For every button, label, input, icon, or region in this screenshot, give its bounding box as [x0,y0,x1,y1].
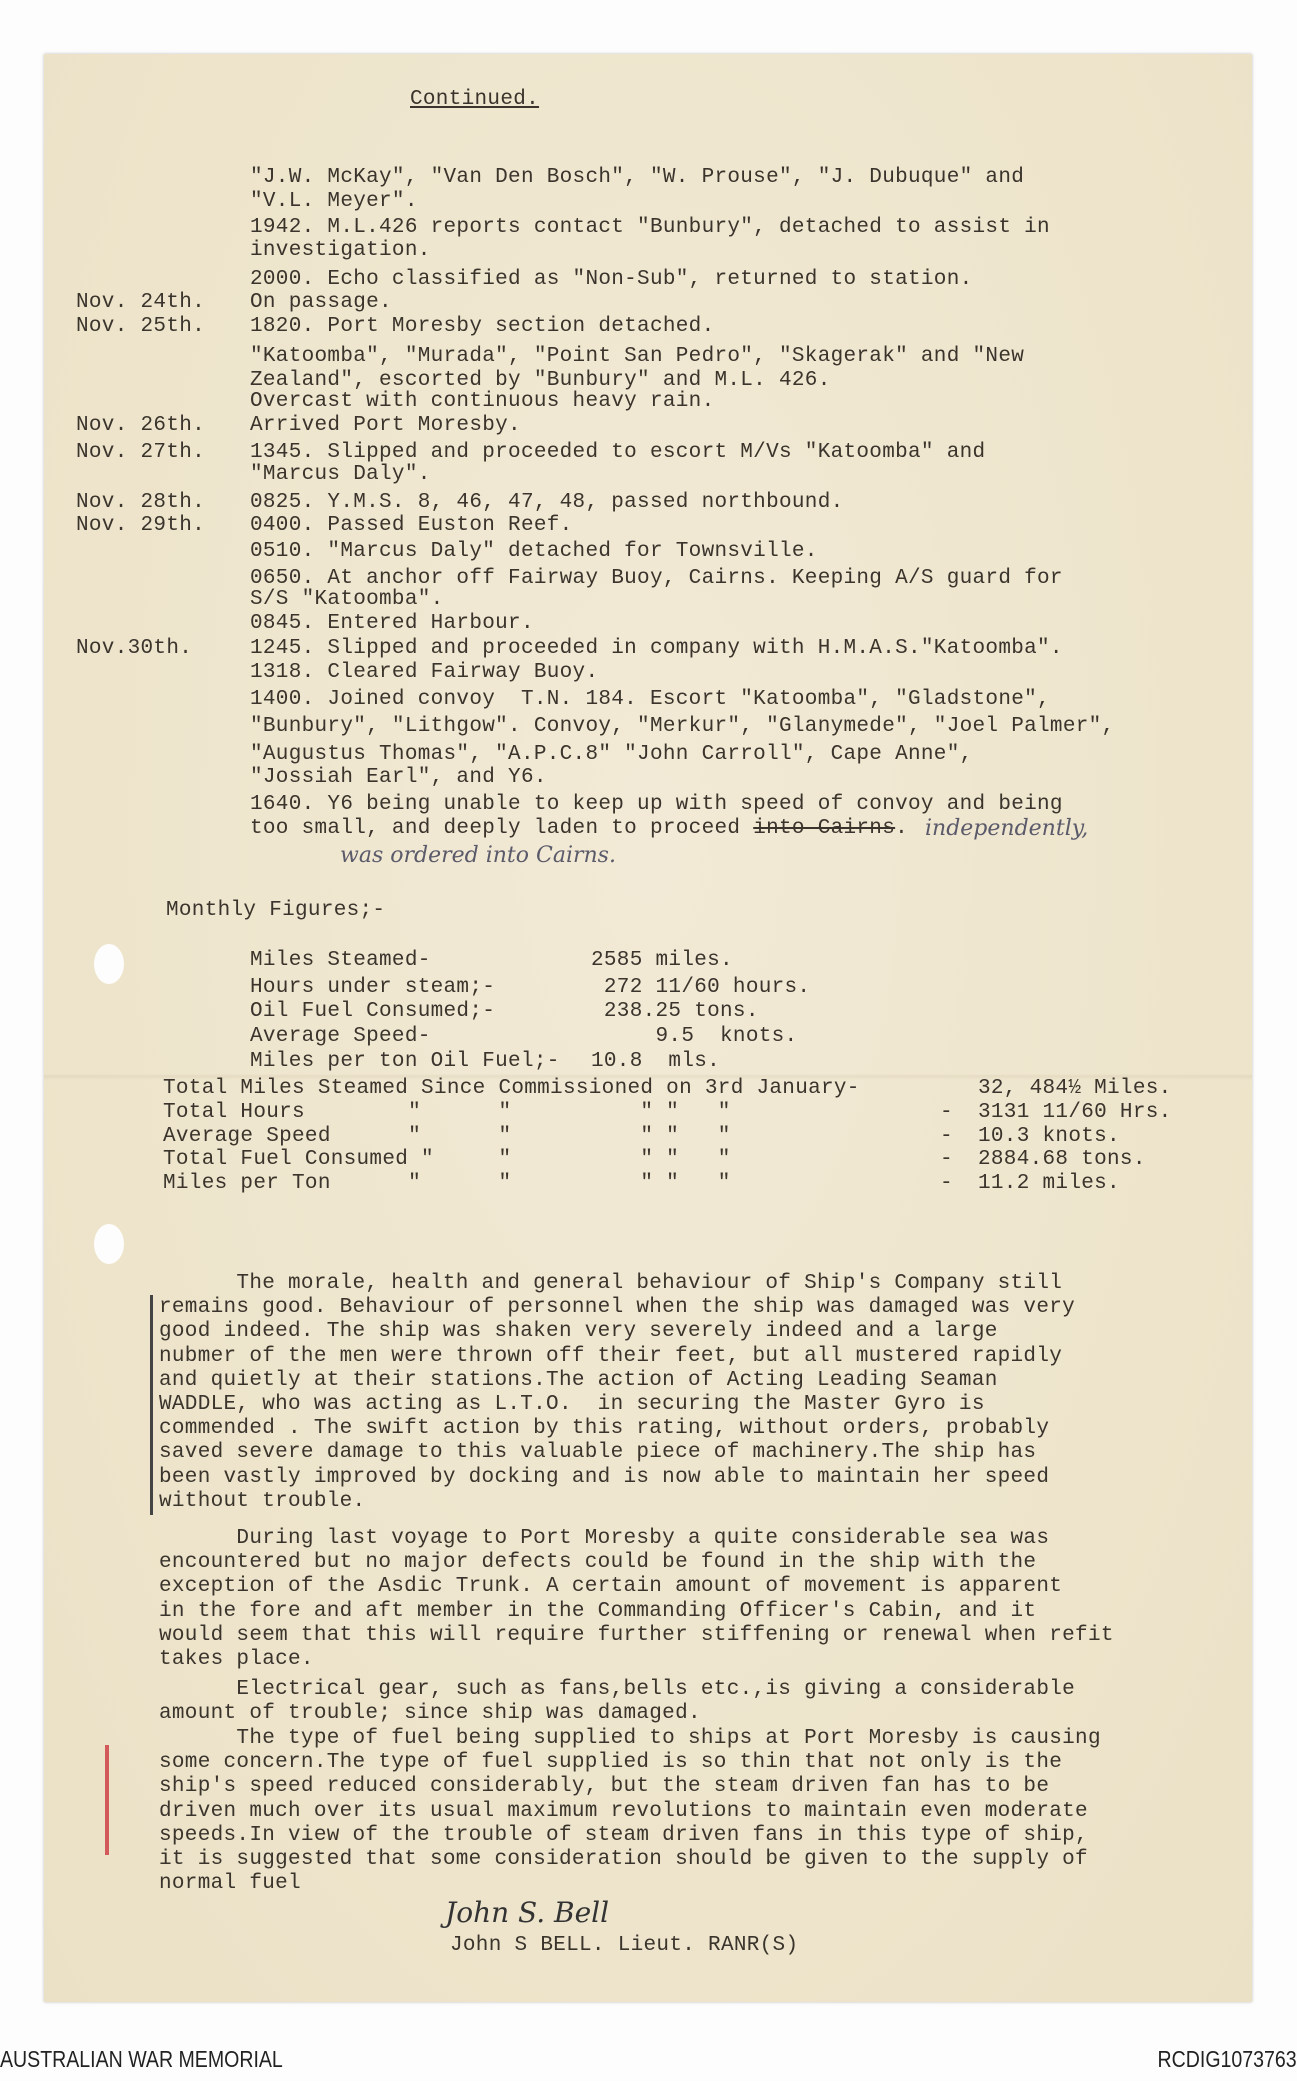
paragraph-line: remains good. Behaviour of personnel when the ship was damaged was very [159,1296,1076,1319]
paragraph-line: takes place. [159,1648,314,1671]
log-entry: "Augustus Thomas", "A.P.C.8" "John Carroll", Cape Anne", [250,743,973,766]
margin-mark [150,1295,153,1515]
text-end: . [895,817,909,840]
paragraph-line: The type of fuel being supplied to ships at Port Moresby is causing [159,1727,1101,1750]
log-entry: "V.L. Meyer". [250,190,418,213]
log-entry: 0510. "Marcus Daly" detached for Townsville. [250,540,818,563]
log-entry: 2000. Echo classified as "Non-Sub", returned to station. [250,268,973,291]
log-date: Nov.30th. [76,637,193,660]
total-value: 11.2 miles. [978,1172,1120,1195]
paragraph-line: Electrical gear, such as fans,bells etc.,is giving a considerable [159,1678,1076,1701]
monthly-value: 238.25 tons. [591,1000,759,1023]
log-date: Nov. 29th. [76,514,206,537]
paragraph-line: would seem that this will require further stiffening or renewal when refit [159,1624,1114,1647]
log-entry: investigation. [250,239,431,262]
paragraph-line: good indeed. The ship was shaken very severely indeed and a large [159,1320,998,1343]
monthly-label: Average Speed- [250,1025,431,1048]
monthly-label: Oil Fuel Consumed;- [250,1000,496,1023]
log-entry: Overcast with continuous heavy rain. [250,390,715,413]
paragraph-line: in the fore and aft member in the Commanding Officer's Cabin, and it [159,1600,1037,1623]
paragraph-line: speeds.In view of the trouble of steam driven fans in this type of ship, [159,1824,1088,1847]
log-entry: S/S "Katoomba". [250,588,444,611]
monthly-value: 272 11/60 hours. [591,976,811,999]
log-entry: On passage. [250,291,392,314]
monthly-title: Monthly Figures;- [166,899,386,922]
paragraph-line: nubmer of the men were thrown off their feet, but all mustered rapidly [159,1345,1063,1368]
monthly-label: Hours under steam;- [250,976,496,999]
log-entry: "Jossiah Earl", and Y6. [250,766,547,789]
paragraph-line: normal fuel [159,1872,301,1895]
paragraph-line: WADDLE, who was acting as L.T.O. in securing the Master Gyro is [159,1393,985,1416]
log-entry: 1318. Cleared Fairway Buoy. [250,661,599,684]
paragraph-line: been vastly improved by docking and is now able to maintain her speed [159,1466,1050,1489]
paragraph-line: exception of the Asdic Trunk. A certain amount of movement is apparent [159,1575,1063,1598]
log-entry: "J.W. McKay", "Van Den Bosch", "W. Prouse", "J. Dubuque" and [250,166,1025,189]
paragraph-line: it is suggested that some consideration should be given to the supply of [159,1848,1088,1871]
handwritten-insert: independently, [925,816,1089,841]
log-entry: 1942. M.L.426 reports contact "Bunbury", detached to assist in [250,216,1050,239]
monthly-value: 9.5 knots. [591,1025,798,1048]
monthly-label: Miles Steamed- [250,949,431,972]
footer-record-id: RCDIG1073763 [1157,2046,1297,2072]
log-entry-amended [250,817,908,841]
punch-hole [94,1224,124,1264]
total-value: 2884.68 tons. [978,1148,1146,1171]
total-value: 10.3 knots. [978,1125,1120,1148]
signature-typed: John S BELL. Lieut. RANR(S) [450,1934,799,1957]
total-dash: - [940,1172,953,1195]
log-date: Nov. 24th. [76,291,206,314]
log-entry: 1400. Joined convoy T.N. 184. Escort "Katoomba", "Gladstone", [250,688,1050,711]
log-entry: 1820. Port Moresby section detached. [250,315,715,338]
log-entry: 1640. Y6 being unable to keep up with speed of convoy and being [250,793,1063,816]
total-dash: - [940,1148,953,1171]
total-label: Total Hours " " " " " [163,1101,731,1124]
paragraph-line: The morale, health and general behaviour of Ship's Company still [159,1272,1063,1295]
paragraph-line: some concern.The type of fuel supplied is so thin that not only is the [159,1751,1063,1774]
log-entry: "Katoomba", "Murada", "Point San Pedro", "Skagerak" and "New [250,345,1025,368]
signature-handwritten: John S. Bell [445,1896,610,1929]
monthly-value: 10.8 mls. [591,1050,721,1073]
total-dash: - [940,1125,953,1148]
margin-mark-red [105,1745,109,1855]
paragraph-line: driven much over its usual maximum revolutions to maintain even moderate [159,1800,1088,1823]
log-entry: 1245. Slipped and proceeded in company with H.M.A.S."Katoomba". [250,637,1063,660]
log-date: Nov. 26th. [76,414,206,437]
handwritten-line: was ordered into Cairns. [340,843,616,868]
monthly-value: 2585 miles. [591,949,733,972]
total-label: Total Miles Steamed Since Commissioned on 3rd January- [163,1077,860,1100]
log-entry: 0825. Y.M.S. 8, 46, 47, 48, passed northbound. [250,491,844,514]
total-value: 3131 11/60 Hrs. [978,1101,1172,1124]
log-date: Nov. 25th. [76,315,206,338]
total-value: 32, 484½ Miles. [978,1077,1172,1100]
log-entry: "Marcus Daly". [250,463,431,486]
paragraph-line: and quietly at their stations.The action of Acting Leading Seaman [159,1369,998,1392]
footer-institution: AUSTRALIAN WAR MEMORIAL [0,2046,283,2072]
log-entry: 0650. At anchor off Fairway Buoy, Cairns. Keeping A/S guard for [250,567,1063,590]
total-dash: - [940,1101,953,1124]
paragraph-line: ship's speed reduced considerably, but the steam driven fan has to be [159,1775,1050,1798]
paragraph-line: amount of trouble; since ship was damaged. [159,1702,701,1725]
log-entry: 0400. Passed Euston Reef. [250,514,573,537]
paragraph-line: saved severe damage to this valuable piece of machinery.The ship has [159,1441,1037,1464]
log-entry: Zealand", escorted by "Bunbury" and M.L. 426. [250,369,831,392]
page-heading: Continued. [410,88,540,111]
log-date: Nov. 28th. [76,491,206,514]
paragraph-line: commended . The swift action by this rating, without orders, probably [159,1417,1050,1440]
log-entry: "Bunbury", "Lithgow". Convoy, "Merkur", "Glanymede", "Joel Palmer", [250,715,1115,738]
text-text: too small, and deeply laden to proceed [250,817,754,840]
text-struck: into Cairns [753,817,896,840]
log-entry: Arrived Port Moresby. [250,414,521,437]
paragraph-line: encountered but no major defects could be found in the ship with the [159,1551,1037,1574]
log-entry: 0845. Entered Harbour. [250,612,534,635]
total-label: Total Fuel Consumed " " " " " [163,1148,731,1171]
punch-hole [94,944,124,984]
paragraph-line: During last voyage to Port Moresby a quite considerable sea was [159,1527,1050,1550]
log-entry: 1345. Slipped and proceeded to escort M/Vs "Katoomba" and [250,441,986,464]
total-label: Miles per Ton " " " " " [163,1172,731,1195]
paragraph-line: without trouble. [159,1490,366,1513]
log-date: Nov. 27th. [76,441,206,464]
total-label: Average Speed " " " " " [163,1125,731,1148]
monthly-label: Miles per ton Oil Fuel;- [250,1050,560,1073]
